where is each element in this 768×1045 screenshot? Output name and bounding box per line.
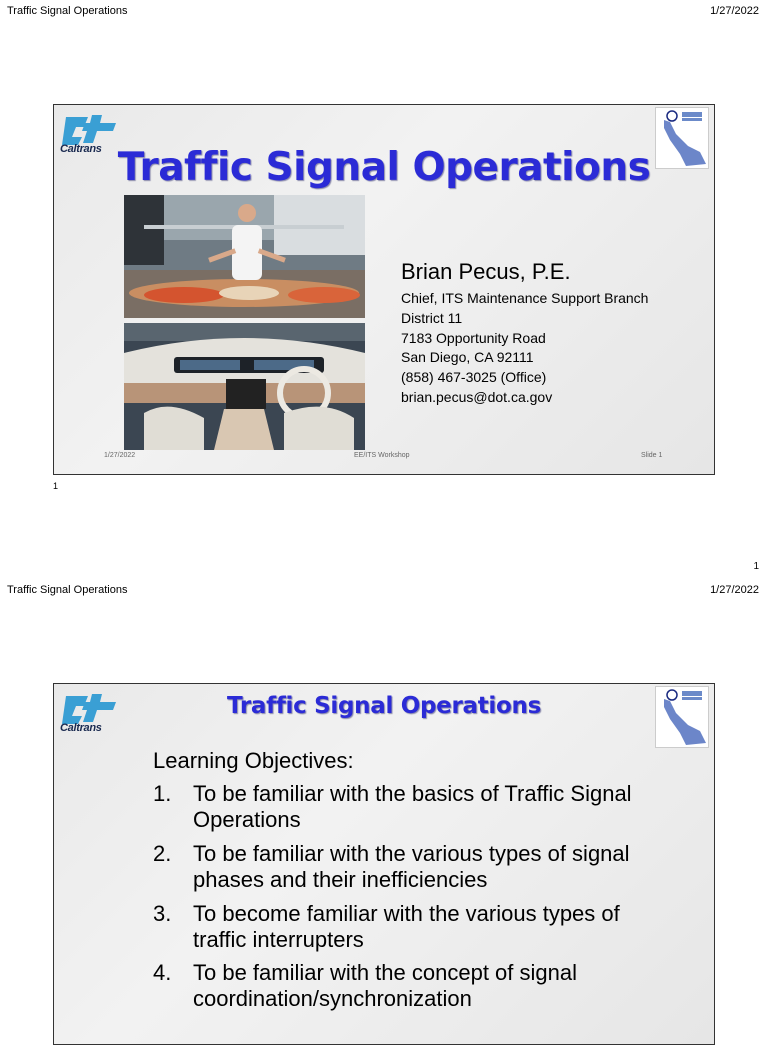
- caltrans-wordmark: Caltrans: [60, 143, 102, 155]
- page-header: [0, 579, 768, 599]
- contact-line: Chief, ITS Maintenance Support Branch: [401, 290, 649, 306]
- slide-footer-center: EE/ITS Workshop: [354, 452, 410, 459]
- presenter-name: Brian Pecus, P.E.: [401, 259, 571, 284]
- learning-objectives-heading: Learning Objectives:: [153, 748, 354, 773]
- slide-footer-number: Slide 1: [641, 452, 663, 459]
- caltrans-wordmark: Caltrans: [60, 722, 102, 734]
- contact-line: (858) 467-3025 (Office): [401, 369, 547, 386]
- contact-line: San Diego, CA 92111: [401, 349, 534, 366]
- header-date: 1/27/2022: [710, 5, 759, 17]
- car-interior-photo: [124, 323, 365, 450]
- header-date: 1/27/2022: [710, 584, 759, 596]
- header-title: Traffic Signal Operations: [7, 5, 128, 17]
- contact-email: brian.pecus@dot.ca.gov: [401, 388, 553, 405]
- page-number: 1: [753, 561, 759, 572]
- slide-2: Caltrans Traffic Signal Operations Learning Objectives: 1. To be familiar with the basics of Traffic Signal Operations 2. To be familiar with the various types of signal phases and their inefficiencies 3. To become familiar with the various types of traffic interrupters 4. To be familiar with the concept of signal coordination/synchronization: [53, 683, 715, 1045]
- page-header: [0, 0, 768, 20]
- slide-1: [53, 104, 715, 475]
- header-title: Traffic Signal Operations: [7, 584, 128, 596]
- contact-block: [401, 259, 648, 408]
- slide-footer-date: 1/27/2022: [104, 452, 136, 459]
- slide-title: Traffic Signal Operations: [117, 145, 651, 190]
- slide-title: Traffic Signal Operations: [227, 693, 541, 719]
- contact-line: District 11: [401, 309, 463, 326]
- slide-number-note: 1: [53, 481, 59, 491]
- contact-line: 7183 Opportunity Road: [401, 329, 546, 346]
- buffet-photo: [124, 195, 365, 318]
